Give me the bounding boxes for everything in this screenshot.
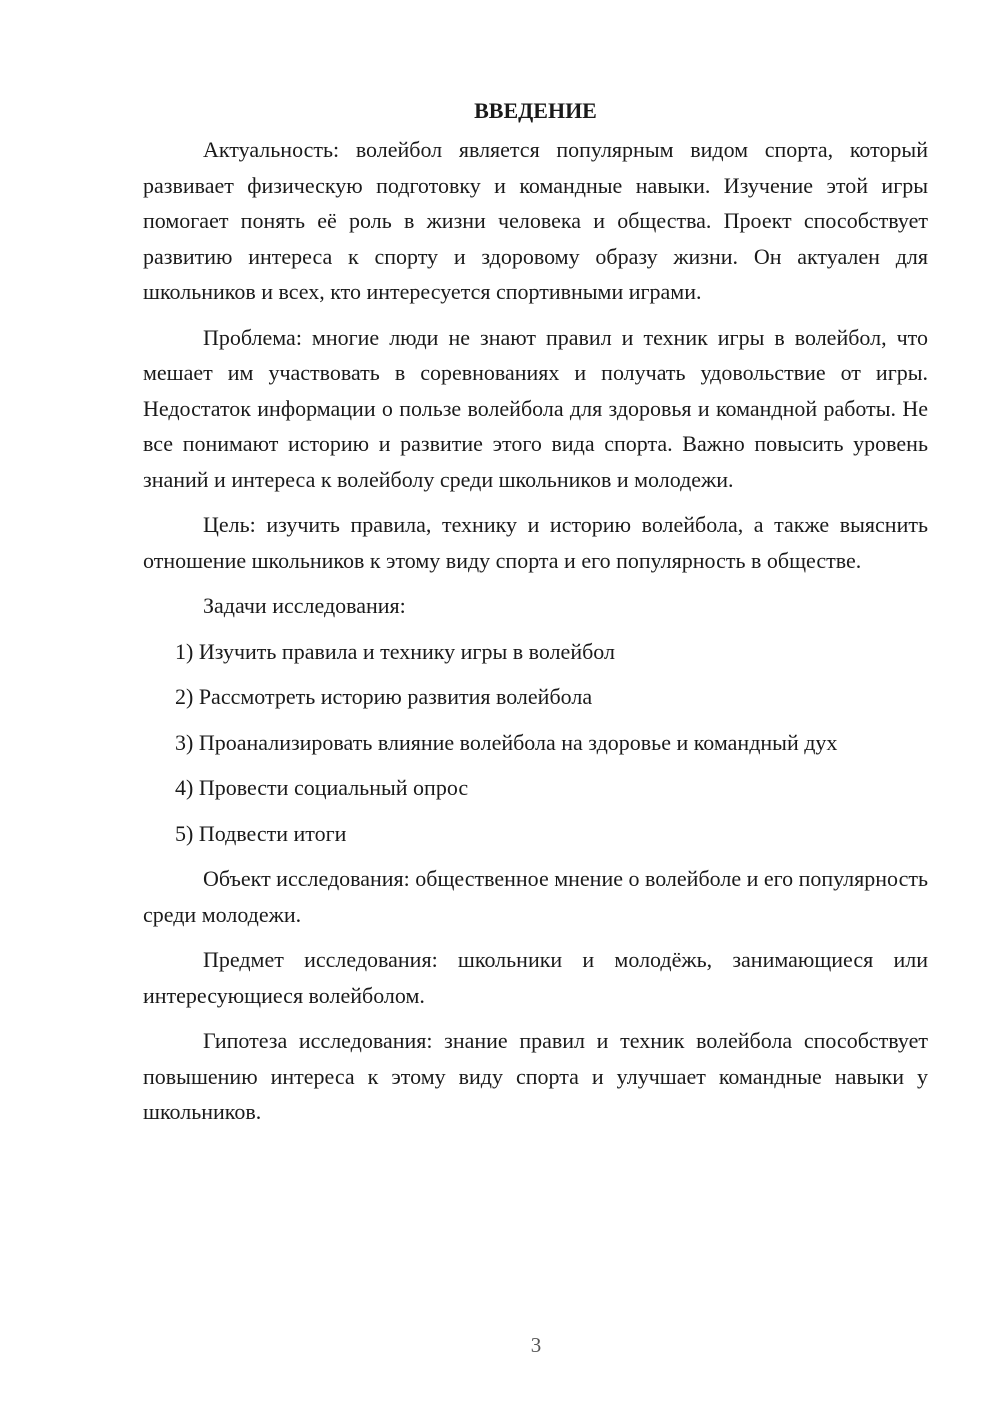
task-item: 2) Рассмотреть историю развития волейбола [175, 684, 593, 709]
document-page [143, 93, 928, 1140]
subject-paragraph: Предмет исследования: школьники и молодёжь, занимающиеся или интересующиеся волейболом. [143, 947, 928, 1008]
hypothesis-paragraph: Гипотеза исследования: знание правил и техник волейбола способствует повышению интереса к этому виду спорта и улучшает командные навыки у школьников. [143, 1028, 928, 1124]
task-item: 5) Подвести итоги [175, 820, 347, 846]
task-item: 4) Провести социальный опрос [175, 775, 469, 800]
problem-paragraph: Проблема: многие люди не знают правил и техник игры в волейбол, что мешает им участвовать в соревнованиях и получать удовольствие от игры. Недостаток информации о пользе волейбола для здоровья и командной работы. Не все понимают историю и развитие этого вида спорта. Важно повысить уровень знаний и интереса к волейболу среди школьников и молодежи. [143, 324, 928, 492]
task-item: 3) Проанализировать влияние волейбола на здоровье и командный дух [175, 729, 838, 755]
tasks-list [143, 634, 928, 852]
page-number: 3 [530, 1333, 542, 1357]
object-paragraph: Объект исследования: общественное мнение о волейболе и его популярность среди молодежи. [143, 866, 929, 927]
page-title: ВВЕДЕНИЕ [474, 98, 597, 123]
relevance-paragraph: Актуальность: волейбол является популярным видом спорта, который развивает физическую подготовку и командные навыки. Изучение этой игры помогает понять её роль в жизни человека и общества. Проект способствует развитию интереса к спорту и здоровому образу жизни. Он актуален для школьников и всех, кто интересуется спортивными играми. [143, 137, 928, 304]
goal-paragraph: Цель: изучить правила, технику и историю волейбола, а также выяснить отношение школьников к этому виду спорта и его популярность в обществе. [143, 512, 928, 573]
task-item: 1) Изучить правила и технику игры в волейбол [175, 638, 615, 664]
tasks-heading: Задачи исследования: [203, 593, 406, 618]
